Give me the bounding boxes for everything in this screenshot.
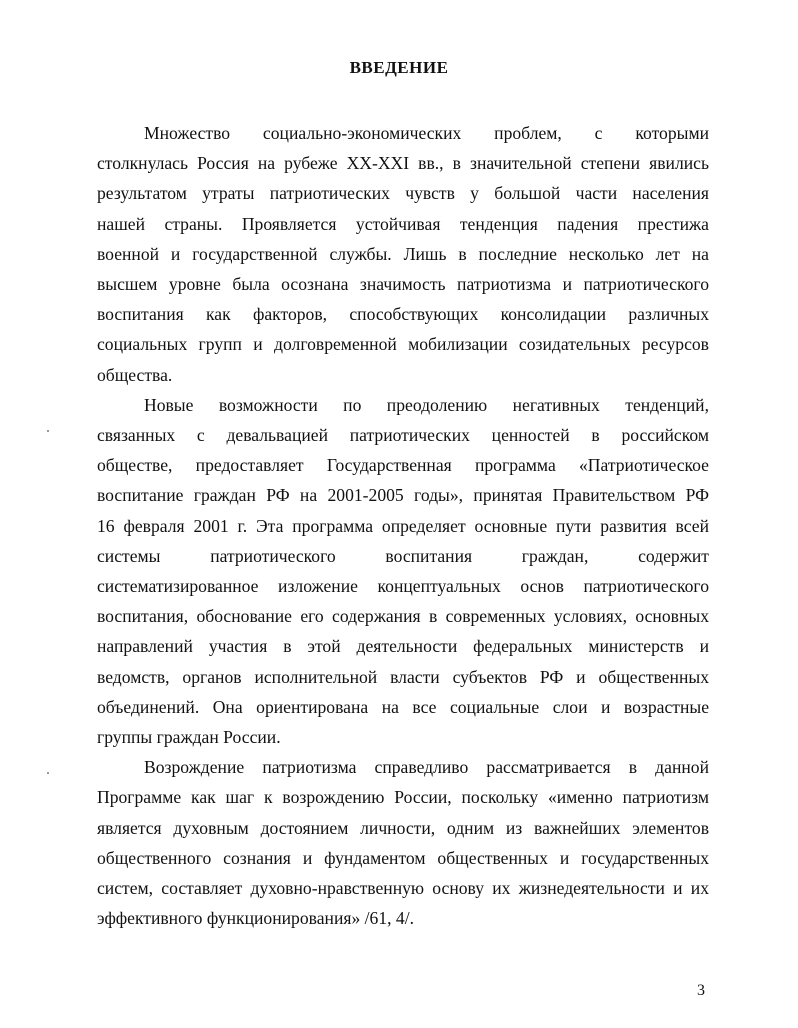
paragraph-3 bbox=[97, 752, 709, 933]
text-line: социальных групп и долговременной мобилизации созидательных ресурсов bbox=[97, 334, 709, 355]
text-line: Программе как шаг к возрождению России, поскольку «именно патриотизм bbox=[97, 787, 709, 808]
text-line: является духовным достоянием личности, одним из важнейших элементов bbox=[97, 817, 709, 838]
text-line: столкнулась Россия на рубеже XX-XXI вв., в значительной степени явились bbox=[97, 153, 709, 174]
text-line: систематизированное изложение концептуальных основ патриотического bbox=[97, 576, 709, 597]
text-line: направлений участия в этой деятельности федеральных министерств и bbox=[97, 636, 709, 657]
text-line: группы граждан России. bbox=[97, 727, 281, 748]
text-line: высшем уровне была осознана значимость патриотизма и патриотического bbox=[97, 274, 709, 295]
text-line: результатом утраты патриотических чувств у большой части населения bbox=[97, 183, 709, 204]
page-title: ВВЕДЕНИЕ bbox=[349, 58, 449, 77]
text-line: систем, составляет духовно-нравственную основу их жизнедеятельности и их bbox=[97, 878, 709, 899]
paragraph-1 bbox=[97, 118, 709, 390]
scan-speck bbox=[47, 430, 49, 432]
text-line: ведомств, органов исполнительной власти субъектов РФ и общественных bbox=[97, 666, 709, 687]
text-line: системы патриотического воспитания граждан, содержит bbox=[97, 545, 709, 566]
text-line: общественного сознания и фундаментом общественных и государственных bbox=[97, 847, 709, 868]
text-line: Новые возможности по преодолению негативных тенденций, bbox=[144, 394, 709, 415]
text-line: 16 февраля 2001 г. Эта программа определяет основные пути развития всей bbox=[97, 515, 709, 536]
text-line: воспитание граждан РФ на 2001-2005 годы», принятая Правительством РФ bbox=[97, 485, 709, 506]
text-line: объединений. Она ориентирована на все социальные слои и возрастные bbox=[97, 696, 709, 717]
body-text bbox=[97, 118, 709, 933]
page-number: 3 bbox=[697, 982, 705, 999]
text-line: воспитания как факторов, способствующих консолидации различных bbox=[97, 304, 709, 325]
text-line: Возрождение патриотизма справедливо рассматривается в данной bbox=[144, 757, 709, 778]
text-line: эффективного функционирования» /61, 4/. bbox=[97, 908, 415, 929]
text-line: обществе, предоставляет Государственная программа «Патриотическое bbox=[97, 455, 709, 476]
text-line: Множество социально-экономических проблем, с которыми bbox=[144, 123, 709, 143]
text-line: связанных с девальвацией патриотических ценностей в российском bbox=[97, 425, 709, 446]
text-line: воспитания, обоснование его содержания в современных условиях, основных bbox=[97, 606, 709, 627]
text-line: нашей страны. Проявляется устойчивая тенденция падения престижа bbox=[97, 213, 709, 234]
text-line: общества. bbox=[97, 364, 173, 385]
paragraph-2 bbox=[97, 390, 709, 752]
text-line: военной и государственной службы. Лишь в последние несколько лет на bbox=[97, 243, 709, 264]
scan-speck bbox=[47, 772, 49, 774]
